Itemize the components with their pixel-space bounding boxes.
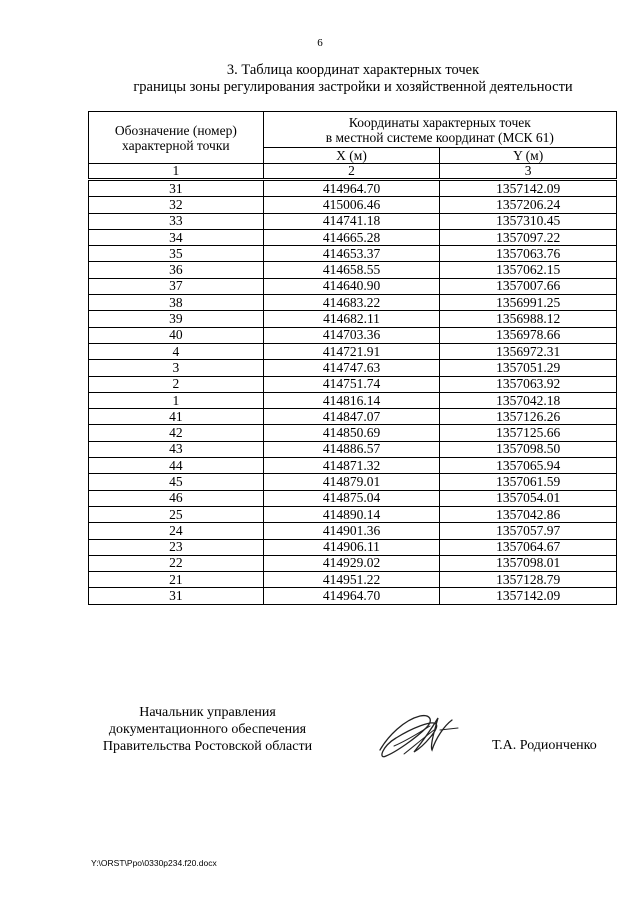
point-number-cell: 31 bbox=[89, 588, 264, 604]
signatory-line-1: Начальник управления bbox=[139, 705, 276, 720]
table-row bbox=[89, 572, 617, 588]
table-row bbox=[89, 539, 617, 555]
y-coordinate-cell: 1357062.15 bbox=[440, 262, 617, 278]
signatory-name: Т.А. Родионченко bbox=[492, 738, 597, 753]
x-coordinate-cell: 414741.18 bbox=[263, 213, 440, 229]
column-number-3: 3 bbox=[440, 164, 617, 180]
table-row bbox=[89, 392, 617, 408]
point-number-cell: 41 bbox=[89, 409, 264, 425]
table-row bbox=[89, 441, 617, 457]
table-row bbox=[89, 506, 617, 522]
document-title bbox=[88, 62, 618, 96]
point-number-cell: 24 bbox=[89, 523, 264, 539]
header-coordinates bbox=[263, 112, 616, 148]
y-coordinate-cell: 1357042.18 bbox=[440, 392, 617, 408]
point-number-cell: 2 bbox=[89, 376, 264, 392]
y-coordinate-cell: 1357007.66 bbox=[440, 278, 617, 294]
header-coords-line2: в местной системе координат (МСК 61) bbox=[325, 129, 554, 145]
table-row bbox=[89, 343, 617, 359]
point-number-cell: 38 bbox=[89, 295, 264, 311]
x-coordinate-cell: 414890.14 bbox=[263, 506, 440, 522]
y-coordinate-cell: 1356988.12 bbox=[440, 311, 617, 327]
header-point-designation bbox=[89, 112, 264, 164]
table-row bbox=[89, 588, 617, 604]
y-coordinate-cell: 1357098.50 bbox=[440, 441, 617, 457]
point-number-cell: 33 bbox=[89, 213, 264, 229]
table-row bbox=[89, 262, 617, 278]
table-row bbox=[89, 213, 617, 229]
signatory-line-3: Правительства Ростовской области bbox=[102, 739, 313, 754]
point-number-cell: 44 bbox=[89, 458, 264, 474]
x-coordinate-cell: 414682.11 bbox=[263, 311, 440, 327]
point-number-cell: 32 bbox=[89, 197, 264, 213]
title-line-2: границы зоны регулирования застройки и хозяйственной деятельности bbox=[133, 79, 573, 95]
y-coordinate-cell: 1357128.79 bbox=[440, 572, 617, 588]
x-coordinate-cell: 414658.55 bbox=[263, 262, 440, 278]
table-row bbox=[89, 376, 617, 392]
signatory-position bbox=[90, 704, 325, 755]
y-coordinate-cell: 1357126.26 bbox=[440, 409, 617, 425]
x-coordinate-cell: 414747.63 bbox=[263, 360, 440, 376]
x-coordinate-cell: 414901.36 bbox=[263, 523, 440, 539]
point-number-cell: 34 bbox=[89, 229, 264, 245]
x-coordinate-cell: 414875.04 bbox=[263, 490, 440, 506]
header-y: Y (м) bbox=[440, 148, 617, 164]
x-coordinate-cell: 414683.22 bbox=[263, 295, 440, 311]
y-coordinate-cell: 1357125.66 bbox=[440, 425, 617, 441]
table-row bbox=[89, 425, 617, 441]
y-coordinate-cell: 1357142.09 bbox=[440, 588, 617, 604]
y-coordinate-cell: 1357061.59 bbox=[440, 474, 617, 490]
point-number-cell: 40 bbox=[89, 327, 264, 343]
y-coordinate-cell: 1357051.29 bbox=[440, 360, 617, 376]
y-coordinate-cell: 1356978.66 bbox=[440, 327, 617, 343]
y-coordinate-cell: 1357206.24 bbox=[440, 197, 617, 213]
table-row bbox=[89, 295, 617, 311]
header-col1-line1: Обозначение (номер) bbox=[114, 122, 237, 138]
table-row bbox=[89, 311, 617, 327]
table-row bbox=[89, 327, 617, 343]
header-coords-line1: Координаты характерных точек bbox=[348, 114, 531, 130]
point-number-cell: 46 bbox=[89, 490, 264, 506]
file-path-footer: Y:\ORST\Ppo\0330p234.f20.docx bbox=[91, 858, 217, 868]
point-number-cell: 21 bbox=[89, 572, 264, 588]
page-number: 6 bbox=[317, 37, 323, 49]
x-coordinate-cell: 414951.22 bbox=[263, 572, 440, 588]
x-coordinate-cell: 414964.70 bbox=[263, 588, 440, 604]
x-coordinate-cell: 414721.91 bbox=[263, 343, 440, 359]
point-number-cell: 3 bbox=[89, 360, 264, 376]
x-coordinate-cell: 414929.02 bbox=[263, 555, 440, 571]
y-coordinate-cell: 1357098.01 bbox=[440, 555, 617, 571]
header-x: X (м) bbox=[263, 148, 440, 164]
x-coordinate-cell: 414665.28 bbox=[263, 229, 440, 245]
x-coordinate-cell: 414703.36 bbox=[263, 327, 440, 343]
column-number-1: 1 bbox=[89, 164, 264, 180]
table-row bbox=[89, 409, 617, 425]
y-coordinate-cell: 1357097.22 bbox=[440, 229, 617, 245]
x-coordinate-cell: 414886.57 bbox=[263, 441, 440, 457]
x-coordinate-cell: 414640.90 bbox=[263, 278, 440, 294]
point-number-cell: 35 bbox=[89, 246, 264, 262]
table-row bbox=[89, 246, 617, 262]
y-coordinate-cell: 1357054.01 bbox=[440, 490, 617, 506]
table-row bbox=[89, 555, 617, 571]
point-number-cell: 45 bbox=[89, 474, 264, 490]
y-coordinate-cell: 1357042.86 bbox=[440, 506, 617, 522]
point-number-cell: 22 bbox=[89, 555, 264, 571]
table-body bbox=[89, 180, 617, 605]
y-coordinate-cell: 1357064.67 bbox=[440, 539, 617, 555]
table-row bbox=[89, 197, 617, 213]
y-coordinate-cell: 1357142.09 bbox=[440, 180, 617, 197]
column-number-2: 2 bbox=[263, 164, 440, 180]
x-coordinate-cell: 414879.01 bbox=[263, 474, 440, 490]
point-number-cell: 43 bbox=[89, 441, 264, 457]
point-number-cell: 36 bbox=[89, 262, 264, 278]
title-line-1: 3. Таблица координат характерных точек bbox=[226, 62, 480, 78]
y-coordinate-cell: 1357063.92 bbox=[440, 376, 617, 392]
x-coordinate-cell: 414847.07 bbox=[263, 409, 440, 425]
y-coordinate-cell: 1356972.31 bbox=[440, 343, 617, 359]
x-coordinate-cell: 414906.11 bbox=[263, 539, 440, 555]
x-coordinate-cell: 414964.70 bbox=[263, 180, 440, 197]
x-coordinate-cell: 414850.69 bbox=[263, 425, 440, 441]
table-row bbox=[89, 229, 617, 245]
signatory-line-2: документационного обеспечения bbox=[108, 722, 307, 737]
point-number-cell: 39 bbox=[89, 311, 264, 327]
point-number-cell: 4 bbox=[89, 343, 264, 359]
y-coordinate-cell: 1357310.45 bbox=[440, 213, 617, 229]
x-coordinate-cell: 415006.46 bbox=[263, 197, 440, 213]
header-col1-line2: характерной точки bbox=[122, 137, 230, 153]
table-row bbox=[89, 523, 617, 539]
table-row bbox=[89, 474, 617, 490]
y-coordinate-cell: 1357065.94 bbox=[440, 458, 617, 474]
handwritten-signature bbox=[374, 706, 464, 769]
table-row bbox=[89, 278, 617, 294]
x-coordinate-cell: 414751.74 bbox=[263, 376, 440, 392]
point-number-cell: 37 bbox=[89, 278, 264, 294]
y-coordinate-cell: 1357063.76 bbox=[440, 246, 617, 262]
table-row bbox=[89, 360, 617, 376]
x-coordinate-cell: 414653.37 bbox=[263, 246, 440, 262]
point-number-cell: 31 bbox=[89, 180, 264, 197]
point-number-cell: 42 bbox=[89, 425, 264, 441]
point-number-cell: 25 bbox=[89, 506, 264, 522]
point-number-cell: 1 bbox=[89, 392, 264, 408]
table-row bbox=[89, 458, 617, 474]
table-row bbox=[89, 490, 617, 506]
y-coordinate-cell: 1356991.25 bbox=[440, 295, 617, 311]
y-coordinate-cell: 1357057.97 bbox=[440, 523, 617, 539]
point-number-cell: 23 bbox=[89, 539, 264, 555]
x-coordinate-cell: 414871.32 bbox=[263, 458, 440, 474]
table-row bbox=[89, 180, 617, 197]
x-coordinate-cell: 414816.14 bbox=[263, 392, 440, 408]
coordinates-table bbox=[88, 111, 617, 605]
